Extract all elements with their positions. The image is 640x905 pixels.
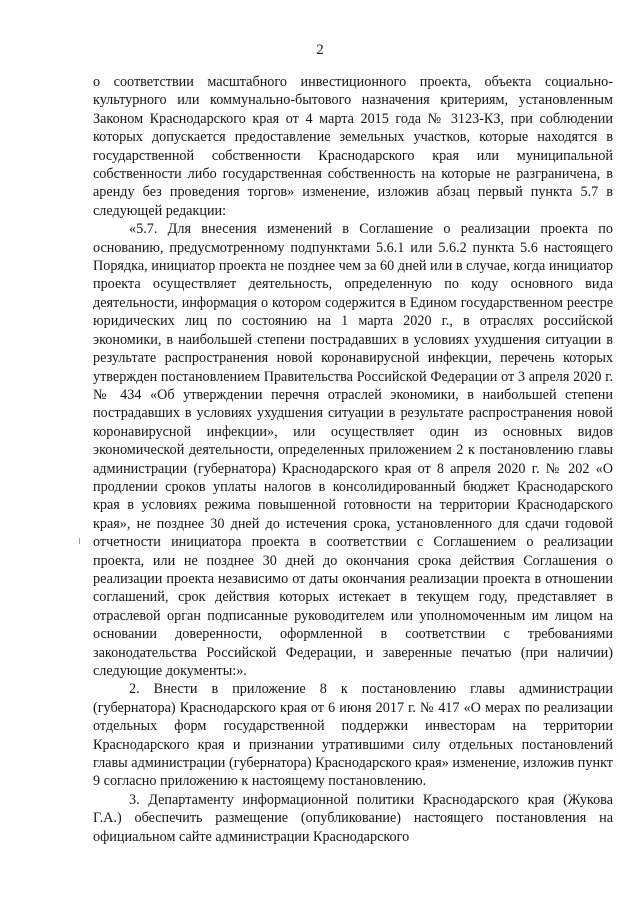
paragraph-continuation: о соответствии масштабного инвестиционного проекта, объекта социально-культурного или коммунально-бытового назначения критериям, установленным Законом Краснодарского края от 4 марта 2015 года № 3123-КЗ, при соблюдении которых допускается предоставление земельных участков, которые находятся в государственной собственности Краснодарского края или муниципальной собственности либо государственная собственность на которые не разграничена, в аренду без проведения торгов» изменение, изложив абзац первый пункта 5.7 в следующей редакции: [93,74,613,219]
margin-mark [79,538,80,544]
document-body [93,73,613,846]
paragraph-item-2: 2. Внести в приложение 8 к постановлению главы администрации (губернатора) Краснодарского края от 6 июня 2017 г. № 417 «О мерах по реализации отдельных форм государственной поддержки инвесторам на территории Краснодарского края и признании утратившими силу отдельных постановлений главы администрации (губернатора) Краснодарского края» изменение, изложив пункт 9 согласно приложению к настоящему постановлению. [93,681,613,790]
page-number: 2 [316,42,324,58]
paragraph-item-3: 3. Департаменту информационной политики Краснодарского края (Жукова Г.А.) обеспечить размещение (опубликование) настоящего постановления на официальном сайте администрации Краснодарского [93,791,613,845]
paragraph-quote-5-7: «5.7. Для внесения изменений в Соглашение о реализации проекта по основанию, предусмотренному подпунктами 5.6.1 или 5.6.2 пункта 5.6 настоящего Порядка, инициатор проекта не позднее чем за 60 дней или в случае, когда инициатор проекта осуществляет деятельность, определенную по коду основного вида деятельности, информация о котором содержится в Едином государственном реестре юридических лиц по состоянию на 1 марта 2020 г., в отраслях российской экономики, в наибольшей степени пострадавших в условиях ухудшения ситуации в результате распространения новой коронавирусной инфекции, перечень которых утвержден постановлением Правительства Российской Федерации от 3 апреля 2020 г. № 434 «Об утверждении перечня отраслей экономики, в наибольшей степени пострадавших в условиях ухудшения ситуации в результате распространения новой коронавирусной инфекции», или осуществляет один из основных видов экономической деятельности, определенных приложением 2 к постановлению главы администрации (губернатора) Краснодарского края от 8 апреля 2020 г. № 202 «О продлении сроков уплаты налогов в консолидированный бюджет Краснодарского края в условиях режима повышенной готовности на территории Краснодарского края», не позднее 30 дней до истечения срока, установленного для сдачи годовой отчетности инициатора проекта в соответствии с Соглашением о реализации проекта, или не позднее 30 дней до окончания срока действия Соглашения о реализации проекта независимо от даты окончания реализации проекта в отношении соглашений, срок действия которых истекает в текущем году, представляет в отраслевой орган подписанные руководителем или уполномоченным им лицом на основании доверенности, оформленной в соответствии с требованиями законодательства Российской Федерации, и заверенные печатью (при наличии) следующие документы:». [93,221,613,679]
